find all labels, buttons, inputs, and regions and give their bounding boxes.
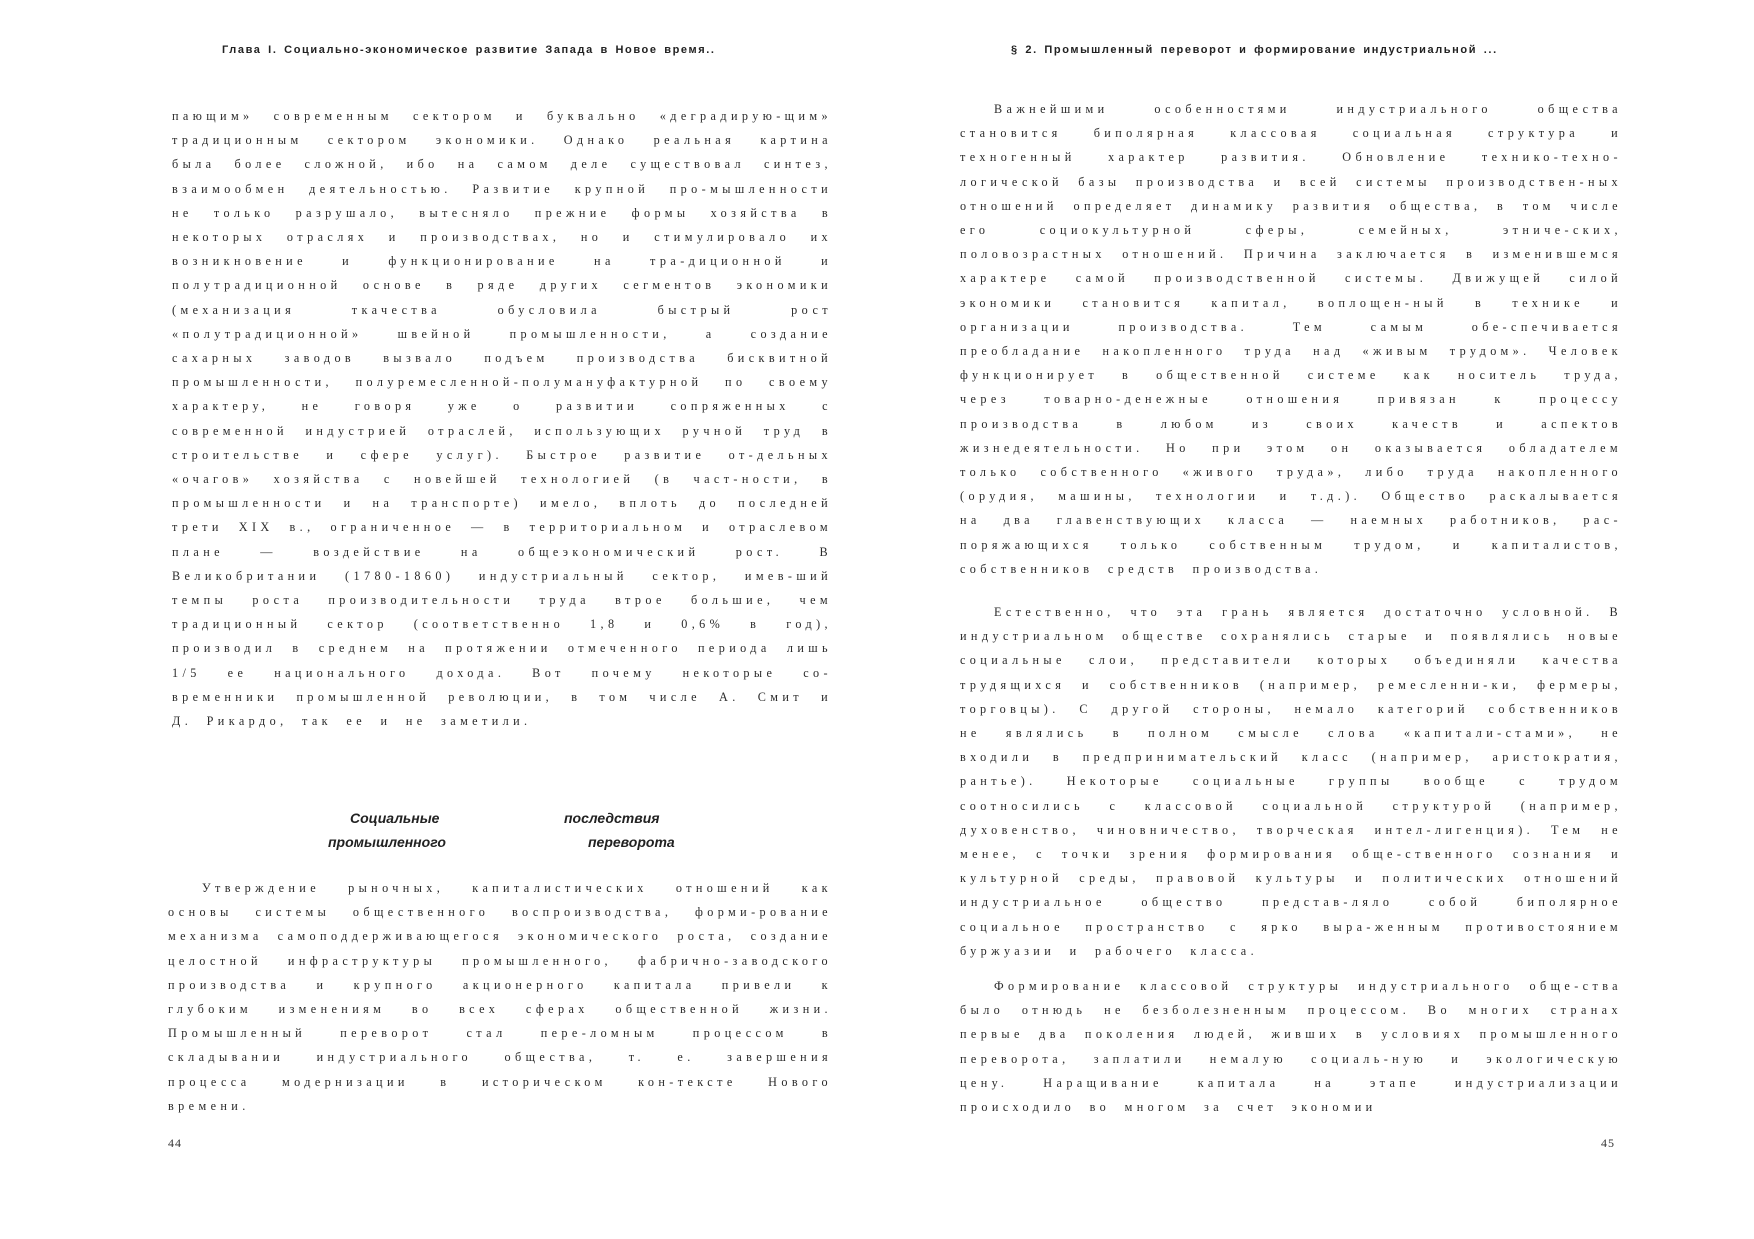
running-head-right: § 2. Промышленный переворот и формирование индустриальной ...: [1011, 44, 1498, 56]
body-text-right-first: [960, 97, 1622, 581]
body-text-left-lower: [168, 876, 832, 1118]
paragraph: Формирование классовой структуры индустриального обще-ства было отнюдь не безболезненным процессом. Во многих странах первые два поколения людей, живших в условиях промышленного переворота, заплатили немалую социаль-ную и экологическую цену. Наращивание капитала на этапе индустриализации происходило во многом за счет экономии: [960, 979, 1622, 1115]
section-heading-word: Социальные: [350, 810, 440, 826]
right-page: [877, 0, 1754, 1239]
page-number-left: 44: [168, 1136, 182, 1150]
body-text-right-second: [960, 600, 1622, 963]
paragraph: пающим» современным сектором и буквально «деградирую-щим» традиционным сектором экономики. Однако реальная картина была более сложной, ибо на самом деле существовал синтез, взаимообмен деятельностью. Развитие крупной про-мышленности не только разрушало, вытесняло прежние формы хозяйства в некоторых отраслях и производствах, но и стимулировало их возникновение и функционирование на тра-диционной и полутрадиционной основе в ряде других сегментов экономики (механизация ткачества обусловила быстрый рост «полутрадиционной» швейной промышленности, а создание сахарных заводов вызвало подъем производства бисквитной промышленности, полуремесленной-полумануфактурной по своему характеру, не говоря уже о развитии сопряженных с современной индустрией отраслей, использующих ручной труд в строительстве и сфере услуг). Быстрое развитие от-дельных «очагов» хозяйства с новейшей технологией (в част-ности, в промышленности и на транспорте) имело, вплоть до последней трети XIX в., ограниченное — в территориальном и отраслевом плане — воздействие на общеэкономический рост. В Великобритании (1780-1860) индустриальный сектор, имев-ший темпы роста производительности труда втрое большие, чем традиционный сектор (соответственно 1,8 и 0,6% в год), производил в среднем на протяжении отмеченного периода лишь 1/5 ее национального дохода. Вот почему некоторые со-временники промышленной революции, в том числе А. Смит и Д. Рикардо, так ее и не заметили.: [172, 109, 832, 729]
section-heading-word: промышленного: [328, 834, 446, 850]
section-heading-word: последствия: [564, 810, 660, 826]
body-text-right-third: [960, 974, 1622, 1119]
section-heading-word: переворота: [588, 834, 675, 850]
page-number-right: 45: [1601, 1136, 1615, 1150]
paragraph: Утверждение рыночных, капиталистических отношений как основы системы общественного воспроизводства, форми-рование механизма самоподдерживающегося экономического роста, создание целостной инфраструктуры промышленного, фабрично-заводского производства и крупного акционерного капитала привели к глубоким изменениям во всех сферах общественной жизни. Промышленный переворот стал пере-ломным процессом в складывании индустриального общества, т. е. завершения процесса модернизации в историческом кон-тексте Нового времени.: [168, 881, 832, 1113]
running-head-left: Глава I. Социально-экономическое развитие Запада в Новое время..: [222, 44, 716, 56]
body-text-left-upper: [172, 104, 832, 733]
paragraph: Важнейшими особенностями индустриального общества становится биполярная классовая социальная структура и техногенный характер развития. Обновление технико-техно-логической базы производства и всей системы производствен-ных отношений определяет динамику развития общества, в том числе его социокультурной сферы, семейных, этниче-ских, половозрастных отношений. Причина заключается в изменившемся характере самой производственной системы. Движущей силой экономики становится капитал, воплощен-ный в технике и организации производства. Тем самым обе-спечивается преобладание накопленного труда над «живым трудом». Человек функционирует в общественной системе как носитель труда, через товарно-денежные отношения привязан к процессу производства в любом из своих качеств и аспектов жизнедеятельности. Но при этом он оказывается обладателем только собственного «живого труда», либо труда накопленного (орудия, машины, технологии и т.д.). Общество раскалывается на два главенствующих класса — наемных работников, рас-поряжающихся только собственным трудом, и капиталистов, собственников средств производства.: [960, 102, 1622, 576]
paragraph: Естественно, что эта грань является достаточно условной. В индустриальном обществе сохранялись старые и появлялись новые социальные слои, представители которых объединяли качества трудящихся и собственников (например, ремесленни-ки, фермеры, торговцы). С другой стороны, немало категорий собственников не являлись в полном смысле слова «капитали-стами», не входили в предпринимательский класс (например, аристократия, рантье). Некоторые социальные группы вообще с трудом соотносились с классовой социальной структурой (например, духовенство, чиновничество, творческая интел-лигенция). Тем не менее, с точки зрения формирования обще-ственного сознания и культурной среды, правовой культуры и политических отношений индустриальное общество представ-ляло собой биполярное социальное пространство с ярко выра-женным противостоянием буржуазии и рабочего класса.: [960, 605, 1622, 958]
